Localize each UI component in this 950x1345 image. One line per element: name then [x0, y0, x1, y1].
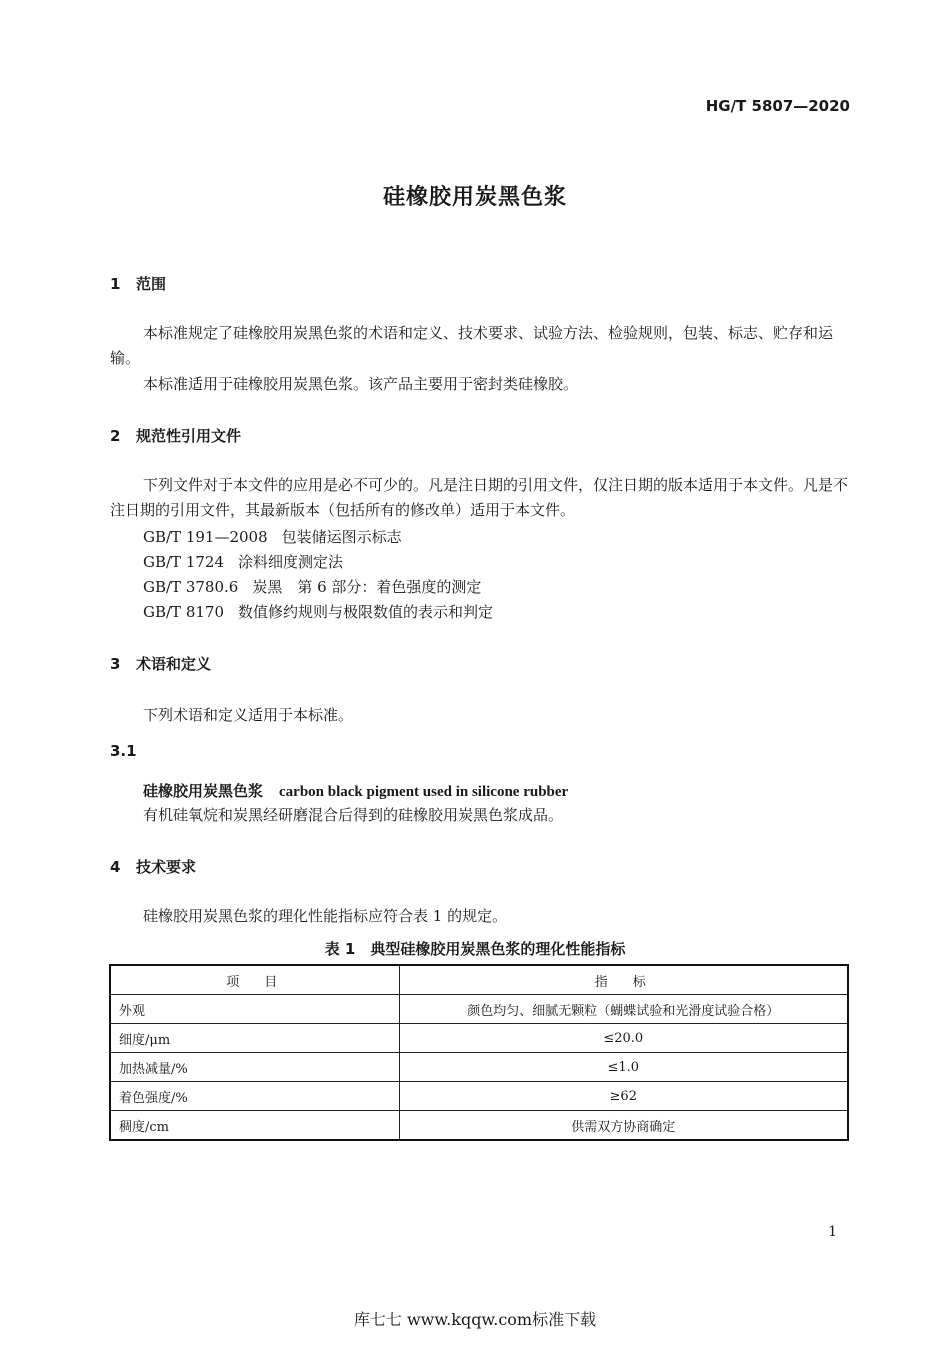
term-english: carbon black pigment used in silicone rubber	[279, 784, 569, 800]
section-3-intro: 下列术语和定义适用于本标准。	[143, 706, 354, 724]
table-cell-value: 颜色均匀、细腻无颗粒（蝴蝶试验和光滑度试验合格）	[399, 995, 848, 1024]
table-cell-item: 加热减量/%	[110, 1053, 399, 1082]
reference-item	[143, 526, 402, 547]
table-row	[110, 1082, 848, 1111]
term-definition: 有机硅氧烷和炭黑经研磨混合后得到的硅橡胶用炭黑色浆成品。	[143, 806, 564, 824]
reference-title: 数值修约规则与极限数值的表示和判定	[238, 603, 494, 621]
reference-title: 涂料细度测定法	[238, 553, 344, 571]
table-caption: 表 1 典型硅橡胶用炭黑色浆的理化性能指标	[324, 940, 626, 958]
subsection-number: 3.1	[110, 742, 137, 760]
table-cell-value: ≤1.0	[399, 1053, 848, 1082]
section-title: 规范性引用文件	[136, 427, 242, 445]
reference-title: 炭黑 第 6 部分：着色强度的测定	[252, 578, 482, 596]
reference-code: GB/T 3780.6	[143, 578, 239, 596]
properties-table	[109, 964, 849, 1141]
table-cell-item: 稠度/cm	[110, 1111, 399, 1141]
table-header-row	[110, 965, 848, 995]
reference-code: GB/T 8170	[143, 603, 225, 621]
section-1-paragraph-1: 本标准规定了硅橡胶用炭黑色浆的术语和定义、技术要求、试验方法、检验规则，包装、标志、贮存和运输。	[110, 324, 834, 367]
reference-item	[143, 601, 493, 622]
section-number: 3	[110, 655, 121, 673]
section-number: 1	[110, 275, 121, 293]
section-title: 术语和定义	[136, 655, 212, 673]
section-1-heading	[110, 273, 166, 294]
table-cell-value: ≤20.0	[399, 1024, 848, 1053]
section-number: 2	[110, 427, 121, 445]
reference-title: 包装储运图示标志	[281, 528, 402, 546]
section-title: 范围	[136, 275, 167, 293]
reference-code: GB/T 191—2008	[143, 528, 268, 546]
section-title: 技术要求	[136, 858, 197, 876]
footer-watermark: 库七七 www.kqqw.com标准下载	[353, 1310, 597, 1329]
table-cell-value: ≥62	[399, 1082, 848, 1111]
table-cell-item: 着色强度/%	[110, 1082, 399, 1111]
reference-item	[143, 576, 481, 597]
table-cell-item: 细度/μm	[110, 1024, 399, 1053]
term-entry	[143, 780, 568, 801]
section-2-heading	[110, 425, 241, 446]
document-title: 硅橡胶用炭黑色浆	[382, 185, 567, 210]
section-3-heading	[110, 653, 211, 674]
section-4-intro: 硅橡胶用炭黑色浆的理化性能指标应符合表 1 的规定。	[143, 907, 508, 925]
table-row	[110, 995, 848, 1024]
term-chinese: 硅橡胶用炭黑色浆	[143, 782, 264, 800]
reference-item	[143, 551, 343, 572]
reference-code: GB/T 1724	[143, 553, 225, 571]
table-cell-item: 外观	[110, 995, 399, 1024]
section-number: 4	[110, 858, 121, 876]
section-1-paragraph-2: 本标准适用于硅橡胶用炭黑色浆。该产品主要用于密封类硅橡胶。	[143, 375, 579, 393]
standard-code: HG/T 5807—2020	[705, 97, 850, 115]
table-cell-value: 供需双方协商确定	[399, 1111, 848, 1141]
column-header: 项 目	[110, 965, 399, 995]
table-row	[110, 1111, 848, 1141]
section-4-heading	[110, 856, 196, 877]
table-row	[110, 1053, 848, 1082]
table-row	[110, 1024, 848, 1053]
page-number: 1	[828, 1224, 837, 1240]
section-2-intro: 下列文件对于本文件的应用是必不可少的。凡是注日期的引用文件，仅注日期的版本适用于本文件。凡是不注日期的引用文件，其最新版本（包括所有的修改单）适用于本文件。	[110, 476, 849, 519]
column-header: 指 标	[399, 965, 848, 995]
